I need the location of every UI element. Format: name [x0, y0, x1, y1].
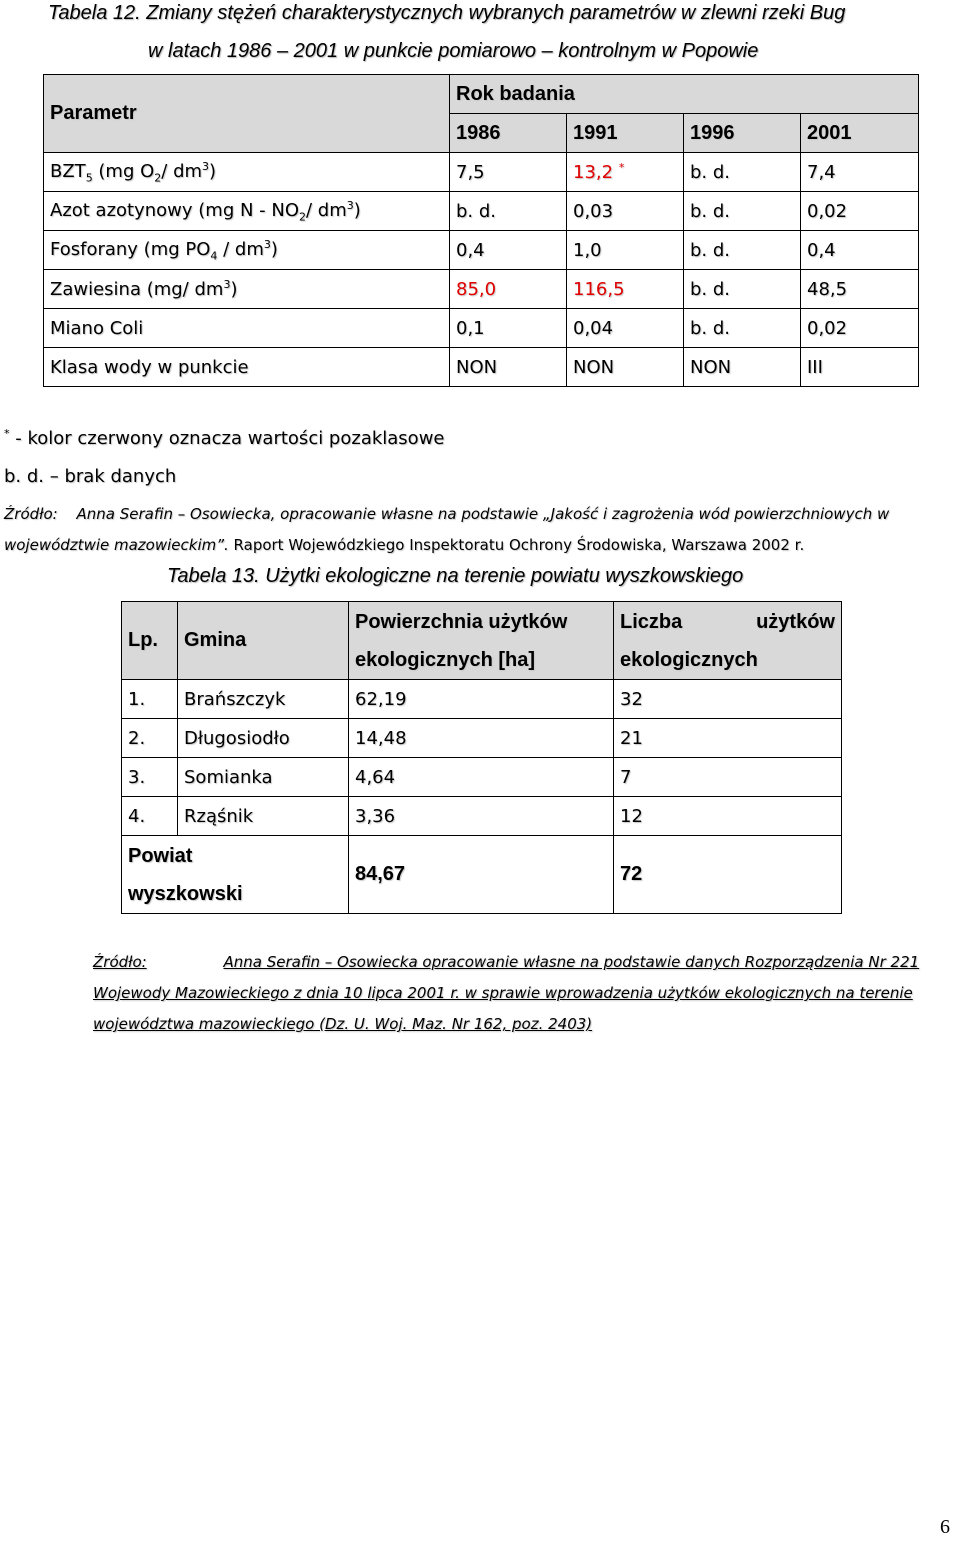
table12-row-zawiesina: [44, 270, 919, 309]
footnote-marker: *: [4, 427, 10, 440]
source-italic: województwie mazowieckim”.: [4, 536, 229, 554]
table12-cell: 0,04: [567, 309, 684, 348]
param-label: Zawiesina (mg/ $dm^3$): [50, 278, 238, 300]
table13-cell-lp: 3.: [122, 758, 178, 797]
table13-header-area: [349, 602, 614, 680]
table12-caption-line1: Tabela 12. Zmiany stężeń charakterystycznych wybranych parametrów w zlewni rzeki Bug: [48, 2, 846, 24]
table13-row: [122, 719, 842, 758]
table12-cell: b. d.: [450, 192, 567, 231]
table12-cell: 0,4: [450, 231, 567, 270]
table13-cell-gmina: Somianka: [178, 758, 349, 797]
param-label: Azot azotynowy (mg N - $NO_2/$ $dm^3$): [50, 198, 361, 224]
table12-cell: 7,5: [450, 153, 567, 192]
table12-cell: 7,4: [801, 153, 919, 192]
source-rest: Raport Wojewódzkiego Inspektoratu Ochrony Środowiska, Warszawa 2002 r.: [228, 536, 805, 554]
table13-source-line1: [93, 953, 919, 971]
table12-cell: 0,4: [801, 231, 919, 270]
table12-header-parameter: Parametr: [44, 75, 450, 153]
table13-row: [122, 680, 842, 719]
table12-header-year: Rok badania: [450, 75, 919, 114]
table12-caption-line2: w latach 1986 – 2001 w punkcie pomiarowo – kontrolnym w Popowie: [148, 40, 759, 62]
table13-total-label: [122, 836, 349, 914]
table12-cell: 0,02: [801, 309, 919, 348]
table13-caption: Tabela 13. Użytki ekologiczne na terenie powiatu wyszkowskiego: [167, 565, 744, 587]
table13-total-row: [122, 836, 842, 914]
table12-param-cell: Miano Coli: [44, 309, 450, 348]
table12-cell: b. d.: [684, 270, 801, 309]
source-text: Anna Serafin – Osowiecka, opracowanie własne na podstawie „Jakość i zagrożenia wód powierzchniowych w: [76, 505, 890, 523]
table13-cell-gmina: Rząśnik: [178, 797, 349, 836]
table13-header-count: [614, 602, 842, 680]
table12-year-1991: 1991: [567, 114, 684, 153]
table13-cell-lp: 1.: [122, 680, 178, 719]
table12: [43, 74, 919, 387]
header-line: ekologicznych: [620, 648, 758, 671]
header-line: [620, 603, 835, 641]
param-label: $BZT_5$ (mg $O_2/$ $dm^3$): [50, 159, 217, 185]
table13-cell-count: 12: [614, 797, 842, 836]
table13-total-count: 72: [614, 836, 842, 914]
table13-cell-gmina: Brańszczyk: [178, 680, 349, 719]
source-label: Źródło:: [93, 953, 147, 971]
total-line: wyszkowski: [128, 882, 243, 905]
table12-param-cell: [44, 231, 450, 270]
table12-row-azot: [44, 192, 919, 231]
table13-cell-count: 32: [614, 680, 842, 719]
total-line: Powiat: [128, 844, 193, 867]
table12-cell: 1,0: [567, 231, 684, 270]
table12-year-1986: 1986: [450, 114, 567, 153]
table12-row-klasa: [44, 348, 919, 387]
table12-cell: 0,03: [567, 192, 684, 231]
table13-total-area: 84,67: [349, 836, 614, 914]
source-text: Anna Serafin – Osowiecka opracowanie własne na podstawie danych Rozporządzenia Nr 221: [223, 953, 920, 971]
table13-cell-lp: 4.: [122, 797, 178, 836]
header-word: Liczba: [620, 610, 683, 633]
table13-cell-area: 3,36: [349, 797, 614, 836]
table13-source-line2: Wojewody Mazowieckiego z dnia 10 lipca 2001 r. w sprawie wprowadzenia użytków ekologicznych na terenie: [93, 984, 913, 1002]
table12-param-cell: [44, 270, 450, 309]
table12-cell: b. d.: [684, 309, 801, 348]
header-word: użytków: [756, 610, 835, 633]
table12-note-red: [4, 427, 445, 449]
table13: [121, 601, 842, 914]
table12-cell: 0,02: [801, 192, 919, 231]
table12-row-miano-coli: [44, 309, 919, 348]
table13-header-gmina: Gmina: [178, 602, 349, 680]
footnote-marker: *: [618, 161, 625, 174]
table13-source-line3: województwa mazowieckiego (Dz. U. Woj. Maz. Nr 162, poz. 2403): [93, 1015, 593, 1033]
table12-param-cell: Klasa wody w punkcie: [44, 348, 450, 387]
header-line: ekologicznych [ha]: [355, 648, 536, 671]
cell-value: 13,2: [573, 162, 614, 183]
table12-cell-highlighted: 116,5: [567, 270, 684, 309]
table12-cell: 48,5: [801, 270, 919, 309]
page-number: 6: [940, 1516, 950, 1538]
table13-cell-count: 7: [614, 758, 842, 797]
header-line: Powierzchnia użytków: [355, 610, 568, 633]
table13-cell-area: 14,48: [349, 719, 614, 758]
table12-cell: NON: [450, 348, 567, 387]
table13-cell-lp: 2.: [122, 719, 178, 758]
table12-year-1996: 1996: [684, 114, 801, 153]
table12-cell: b. d.: [684, 192, 801, 231]
table13-cell-count: 21: [614, 719, 842, 758]
table12-cell-highlighted: 85,0: [450, 270, 567, 309]
table13-cell-area: 62,19: [349, 680, 614, 719]
table12-cell: NON: [567, 348, 684, 387]
table13-cell-area: 4,64: [349, 758, 614, 797]
note-text: - kolor czerwony oznacza wartości pozaklasowe: [15, 428, 445, 449]
table13-cell-gmina: Długosiodło: [178, 719, 349, 758]
table12-param-cell: [44, 192, 450, 231]
table12-row-fosforany: [44, 231, 919, 270]
table12-cell: 0,1: [450, 309, 567, 348]
table12-note-bd: b. d. – brak danych: [4, 466, 177, 487]
source-label: Źródło:: [4, 505, 58, 523]
table13-row: [122, 758, 842, 797]
table12-cell: III: [801, 348, 919, 387]
table13-row: [122, 797, 842, 836]
table12-cell: b. d.: [684, 153, 801, 192]
table12-cell-highlighted: [567, 153, 684, 192]
table12-cell: NON: [684, 348, 801, 387]
param-label: Fosforany (mg $PO_4 / dm^3$): [50, 237, 278, 263]
table12-cell: b. d.: [684, 231, 801, 270]
table12-row-bzt5: [44, 153, 919, 192]
table12-year-2001: 2001: [801, 114, 919, 153]
table12-source-line1: [4, 505, 889, 523]
table12-param-cell: [44, 153, 450, 192]
table13-header-lp: Lp.: [122, 602, 178, 680]
table12-source-line2: [4, 536, 804, 554]
